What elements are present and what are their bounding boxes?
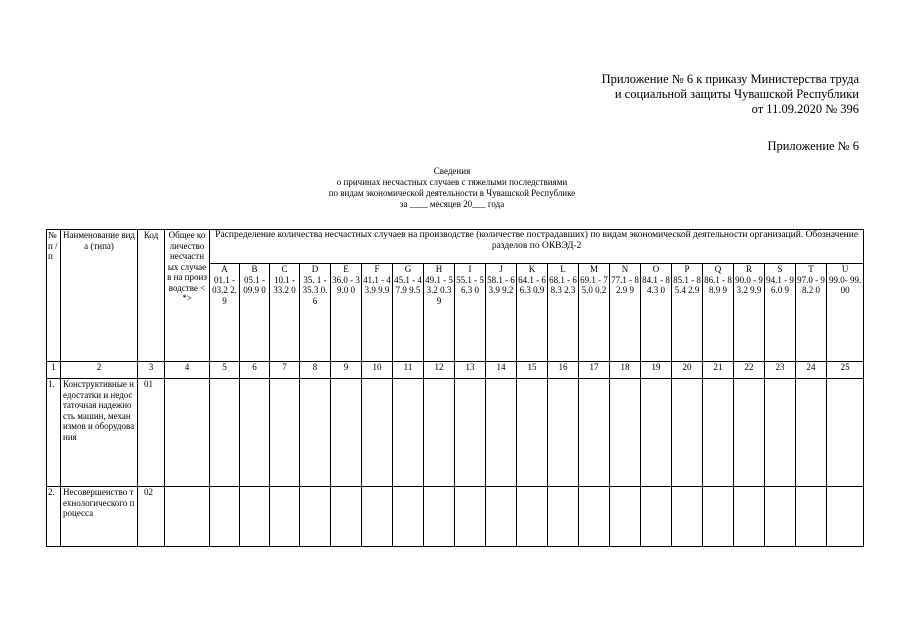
section-range: 58.1 - 63.9 9.2 — [487, 274, 515, 295]
header-num: № п / п — [47, 230, 61, 362]
column-number: 21 — [703, 362, 734, 379]
section-letter: R — [745, 264, 752, 274]
data-cell — [734, 487, 765, 547]
data-cell — [393, 487, 424, 547]
section-header — [331, 264, 362, 362]
column-number: 23 — [765, 362, 796, 379]
row-code: 02 — [138, 487, 165, 547]
column-number: 5 — [210, 362, 240, 379]
data-cell — [331, 487, 362, 547]
data-cell — [579, 487, 610, 547]
data-cell — [300, 487, 331, 547]
section-header — [240, 264, 270, 362]
section-letter: B — [251, 264, 258, 274]
section-header — [765, 264, 796, 362]
data-cell — [393, 379, 424, 487]
data-cell — [672, 487, 703, 547]
data-cell — [270, 487, 300, 547]
section-range: 68.1 - 68.3 2.3 — [549, 274, 577, 295]
section-header — [672, 264, 703, 362]
column-number: 7 — [270, 362, 300, 379]
section-letter: L — [560, 264, 566, 274]
section-range: 97.0 - 98.2 0 — [797, 274, 825, 295]
table-row — [47, 379, 864, 487]
data-cell — [610, 487, 641, 547]
data-cell — [424, 379, 455, 487]
order-reference-line-2: и социальной защиты Чувашской Республики — [614, 87, 859, 101]
column-number: 4 — [165, 362, 210, 379]
section-header — [210, 264, 240, 362]
section-letter: N — [621, 264, 629, 274]
section-letter: J — [499, 264, 503, 274]
section-letter: P — [684, 264, 690, 274]
data-cell — [548, 487, 579, 547]
section-letter: O — [652, 264, 660, 274]
data-cell — [641, 379, 672, 487]
data-cell — [517, 487, 548, 547]
section-header — [300, 264, 331, 362]
order-reference — [602, 72, 859, 117]
section-range: 84.1 - 84.3 0 — [642, 274, 670, 295]
section-range: 85.1 - 85.4 2.9 — [673, 274, 701, 295]
section-letter: H — [435, 264, 443, 274]
data-cell — [210, 487, 240, 547]
column-number: 19 — [641, 362, 672, 379]
data-cell — [486, 379, 517, 487]
row-total — [165, 487, 210, 547]
section-range: 49.1 - 53.2 0.39 — [425, 274, 453, 306]
section-letter: A — [221, 264, 228, 274]
column-number: 16 — [548, 362, 579, 379]
section-letter: I — [468, 264, 472, 274]
section-range: 99.0- 99.00 — [828, 274, 862, 295]
data-cell — [455, 379, 486, 487]
column-number: 9 — [331, 362, 362, 379]
section-range: 64.1 - 66.3 0.9 — [518, 274, 546, 295]
section-header — [362, 264, 393, 362]
data-cell — [672, 379, 703, 487]
section-range: 69.1 - 75.0 0.2 — [580, 274, 608, 295]
section-range: 10.1 - 33.2 0 — [273, 274, 296, 295]
column-number: 13 — [455, 362, 486, 379]
data-cell — [424, 487, 455, 547]
column-number: 22 — [734, 362, 765, 379]
section-header — [517, 264, 548, 362]
section-header — [424, 264, 455, 362]
data-cell — [240, 487, 270, 547]
column-number: 15 — [517, 362, 548, 379]
row-name: Несовершенство технологического процесса — [61, 487, 138, 547]
section-letter: K — [528, 264, 536, 274]
header-total: Общее количество несчастных случаев на производстве <*> — [165, 230, 210, 362]
section-range: 55.1 - 56.3 0 — [456, 274, 484, 295]
column-number: 3 — [138, 362, 165, 379]
title-line-2: о причинах несчастных случаев с тяжелыми последствиями — [336, 177, 568, 187]
column-number: 1 — [47, 362, 61, 379]
section-header — [641, 264, 672, 362]
header-code: Код — [138, 230, 165, 362]
section-header — [486, 264, 517, 362]
data-cell — [240, 379, 270, 487]
section-header — [455, 264, 486, 362]
section-header — [734, 264, 765, 362]
data-cell — [610, 379, 641, 487]
data-cell — [796, 379, 827, 487]
section-range: 01.1 - 03.2 2.9 — [212, 274, 237, 306]
data-cell — [703, 487, 734, 547]
section-range: 45.1 - 47.9 9.5 — [394, 274, 422, 295]
column-number: 10 — [362, 362, 393, 379]
data-cell — [734, 379, 765, 487]
data-cell — [270, 379, 300, 487]
header-name: Наименование вида (типа) — [61, 230, 138, 362]
column-number: 24 — [796, 362, 827, 379]
document-title — [0, 166, 904, 210]
data-cell — [765, 487, 796, 547]
statistics-table — [46, 229, 864, 547]
data-cell — [331, 379, 362, 487]
section-letter: C — [281, 264, 288, 274]
order-reference-line-1: Приложение № 6 к приказу Министерства труда — [601, 72, 859, 86]
column-number: 20 — [672, 362, 703, 379]
data-cell — [486, 487, 517, 547]
column-number: 2 — [61, 362, 138, 379]
data-cell — [579, 379, 610, 487]
section-header — [827, 264, 864, 362]
row-code: 01 — [138, 379, 165, 487]
data-cell — [796, 487, 827, 547]
section-range: 77.1 - 82.9 9 — [611, 274, 639, 295]
section-header — [796, 264, 827, 362]
data-cell — [548, 379, 579, 487]
section-letter: Q — [714, 264, 722, 274]
section-letter: D — [311, 264, 319, 274]
data-cell — [362, 379, 393, 487]
column-number: 18 — [610, 362, 641, 379]
data-cell — [300, 379, 331, 487]
section-header — [270, 264, 300, 362]
data-cell — [765, 379, 796, 487]
data-cell — [517, 379, 548, 487]
data-cell — [455, 487, 486, 547]
row-num: 2. — [47, 487, 61, 547]
section-header — [610, 264, 641, 362]
order-reference-line-3: от 11.09.2020 № 396 — [751, 102, 859, 116]
section-range: 36.0 - 39.0 0 — [332, 274, 360, 295]
section-range: 90.0 - 93.2 9.9 — [735, 274, 763, 295]
section-letter: G — [404, 264, 412, 274]
section-header — [579, 264, 610, 362]
section-range: 05.1 - 09.9 0 — [243, 274, 266, 295]
section-range: 35. 1 - 35.3 0.6 — [302, 274, 328, 306]
row-num: 1. — [47, 379, 61, 487]
column-number: 6 — [240, 362, 270, 379]
column-number: 25 — [827, 362, 864, 379]
section-header — [393, 264, 424, 362]
column-number: 8 — [300, 362, 331, 379]
data-cell — [703, 379, 734, 487]
section-letter: T — [808, 264, 814, 274]
data-cell — [362, 487, 393, 547]
section-letter: F — [374, 264, 380, 274]
column-number: 14 — [486, 362, 517, 379]
title-line-4: за ____ месяцев 20___ года — [399, 199, 505, 209]
column-number: 17 — [579, 362, 610, 379]
section-range: 41.1 - 43.9 9.9 — [363, 274, 391, 295]
section-range: 86.1 - 88.9 9 — [704, 274, 732, 295]
column-number: 12 — [424, 362, 455, 379]
section-letter: S — [777, 264, 783, 274]
title-line-1: Сведения — [433, 166, 471, 176]
row-name: Конструктивные недостатки и недостаточная надежность машин, механизмов и оборудования — [61, 379, 138, 487]
row-total — [165, 379, 210, 487]
title-line-3: по видам экономической деятельности в Чувашской Республике — [328, 188, 576, 198]
data-cell — [210, 379, 240, 487]
section-letter: U — [841, 264, 849, 274]
table-row — [47, 487, 864, 547]
data-cell — [827, 379, 864, 487]
section-header — [703, 264, 734, 362]
section-range: 94.1 - 96.0 9 — [766, 274, 794, 295]
header-distribution: Распределение количества несчастных случаев на производстве (количестве пострадавших) по видам экономической деятельности организаций. Обозначение разделов по ОКВЭД-2 — [210, 230, 864, 264]
annex-label: Приложение № 6 — [767, 139, 859, 153]
section-letter: M — [589, 264, 598, 274]
data-cell — [827, 487, 864, 547]
data-cell — [641, 487, 672, 547]
section-letter: E — [343, 264, 349, 274]
section-header — [548, 264, 579, 362]
column-number: 11 — [393, 362, 424, 379]
